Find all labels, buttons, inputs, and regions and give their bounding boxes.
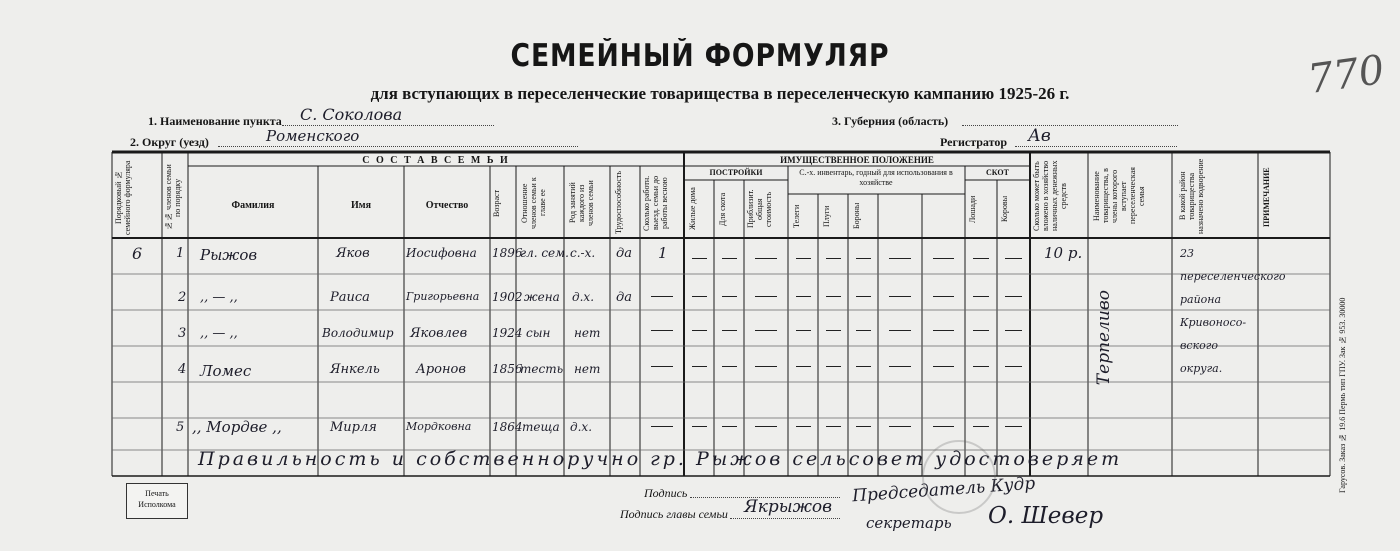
signature-label: Подпись (644, 486, 688, 500)
row3-no: 3 (178, 326, 187, 341)
empty-cell-dash (755, 258, 777, 259)
empty-cell-dash (889, 258, 911, 259)
header-inventory: С.-х. инвентарь, годный для использования в хозяйстве (799, 168, 953, 187)
empty-cell-dash (796, 366, 811, 367)
row1-relation: гл. сем. (520, 246, 569, 260)
empty-cell-dash (651, 366, 673, 367)
empty-cell-dash (973, 258, 989, 259)
empty-cell-dash (933, 366, 955, 367)
col-surname: Фамилия (231, 200, 275, 211)
empty-cell-dash (826, 296, 841, 297)
empty-cell-dash (933, 296, 955, 297)
col-ploughs: Плуги (822, 205, 831, 227)
corner-number: 770 (1305, 46, 1388, 104)
field-settlement-label: 1. Наименование пункта (148, 114, 282, 128)
head-signature: Якрыжов (744, 497, 833, 517)
empty-cell-dash (796, 426, 811, 427)
row3-patronymic: Яковлев (410, 326, 468, 341)
col-carts: Телеги (792, 204, 801, 228)
row5-relation: теща (522, 420, 560, 434)
col-nn: №№ членов семьи по порядку (164, 164, 182, 231)
empty-cell-dash (826, 330, 841, 331)
col-horses: Лошади (968, 195, 977, 223)
row4-no: 4 (178, 362, 187, 377)
col-cows: Коровы (1000, 195, 1009, 223)
col-house: Жилые дома (688, 187, 697, 231)
empty-cell-dash (826, 426, 841, 427)
row4-patronymic: Аронов (416, 362, 466, 377)
row3-age: 1924 (492, 326, 523, 340)
empty-cell-dash (826, 258, 841, 259)
empty-cell-dash (755, 330, 777, 331)
col-patronymic: Отчество (425, 200, 469, 211)
empty-cell-dash (692, 366, 707, 367)
empty-cell-dash (651, 426, 673, 427)
field-district-label: 2. Округ (уезд) (130, 135, 209, 149)
col-value: Приблизит. общая стоимость (746, 189, 773, 229)
col-harrows: Бороны (852, 202, 861, 230)
empty-cell-dash (856, 330, 871, 331)
empty-cell-dash (651, 296, 673, 297)
empty-cell-dash (933, 258, 955, 259)
row3-occupation: нет (574, 326, 601, 340)
row1-occupation: с.-х. (570, 246, 596, 260)
row5-occupation: д.х. (570, 420, 593, 434)
means-value: 10 р. (1044, 244, 1083, 262)
empty-cell-dash (755, 296, 777, 297)
head-signature-label: Подпись главы семьи (620, 507, 728, 521)
empty-cell-dash (856, 426, 871, 427)
empty-cell-dash (973, 330, 989, 331)
empty-cell-dash (755, 366, 777, 367)
row4-occupation: нет (574, 362, 601, 376)
empty-cell-dash (692, 330, 707, 331)
empty-cell-dash (692, 296, 707, 297)
row3-name: Володимир (322, 326, 394, 340)
empty-cell-dash (889, 330, 911, 331)
row5-no: 5 (176, 420, 185, 435)
row2-patronymic: Григорьевна (406, 290, 480, 303)
col-ability: Трудоспособность (614, 170, 623, 234)
col-card: Порядковый № семейного формуляра (114, 160, 132, 235)
row5-surname: ,, Мордве ,, (192, 418, 282, 436)
col-notes: ПРИМЕЧАНИЕ (1262, 167, 1271, 227)
row5-patronymic: Мордковна (406, 420, 472, 433)
row1-age: 1896 (492, 246, 523, 260)
empty-cell-dash (933, 330, 955, 331)
row2-relation: жена (524, 290, 560, 304)
field-district-value: Роменского (266, 127, 360, 145)
row2-age: 1902 (492, 290, 523, 304)
empty-cell-dash (692, 258, 707, 259)
col-partnership: Наименование товарищества, в члены которого вступает переселенческая семья (1092, 167, 1146, 225)
row1-surname: Рыжов (200, 246, 258, 264)
empty-cell-dash (722, 366, 737, 367)
empty-cell-dash (973, 426, 989, 427)
empty-cell-dash (933, 426, 955, 427)
empty-cell-dash (1005, 258, 1022, 259)
row2-occupation: д.х. (572, 290, 595, 304)
secretary-title: секретарь (866, 514, 952, 532)
empty-cell-dash (826, 366, 841, 367)
header-property-group: ИМУЩЕСТВЕННОЕ ПОЛОЖЕНИЕ (780, 155, 934, 165)
empty-cell-dash (796, 330, 811, 331)
row5-name: Мирля (330, 420, 377, 435)
field-province-label: 3. Губерния (область) (832, 114, 949, 128)
row4-surname: Ломес (200, 362, 252, 380)
col-means: Сколько может быть вложено в хозяйство наличных денежных средств (1032, 160, 1068, 232)
side-print: Гарусов. Заказ № 19.6 Пермь тип ГПУ. Зак № 953. 30000 (1338, 297, 1347, 493)
empty-cell-dash (796, 258, 811, 259)
chairman-signature: Председатель Кудр (851, 473, 1036, 507)
empty-cell-dash (1005, 296, 1022, 297)
row2-surname: ,, — ,, (200, 290, 238, 305)
empty-cell-dash (722, 330, 737, 331)
empty-cell-dash (1005, 426, 1022, 427)
row2-ability: да (616, 290, 632, 305)
row1-no: 1 (176, 246, 185, 261)
region-value: 23 переселенческого района Кривоносо- вского округа. (1180, 247, 1286, 375)
empty-cell-dash (651, 330, 673, 331)
row1-patronymic: Иосифовна (406, 246, 477, 260)
header-buildings: ПОСТРОЙКИ (709, 168, 763, 177)
empty-cell-dash (722, 258, 737, 259)
col-worked: Сколько работн. выезд. семьи до работы весною (642, 175, 669, 231)
empty-cell-dash (889, 366, 911, 367)
col-name: Имя (351, 200, 371, 211)
col-occupation: Род занятий каждого из членов семьи (568, 180, 595, 226)
row1-name: Яков (336, 246, 370, 261)
round-seal (922, 440, 996, 514)
row2-name: Раиса (330, 290, 370, 305)
empty-cell-dash (722, 296, 737, 297)
empty-cell-dash (755, 426, 777, 427)
row1-card: 6 (132, 244, 143, 263)
empty-cell-dash (973, 366, 989, 367)
empty-cell-dash (692, 426, 707, 427)
row2-no: 2 (178, 290, 187, 305)
col-age: Возраст (492, 189, 501, 217)
header-family-group: С О С Т А В С Е М Ь И (362, 155, 510, 166)
col-relation: Отношение членов семьи к главе ее (520, 177, 547, 229)
row5-age: 1864 (492, 420, 523, 434)
row4-age: 1856 (492, 362, 523, 376)
certification-text: Правильность и собственноручно гр. Рыжов сельсовет удостоверяет (198, 448, 1123, 470)
row4-relation: тесть (520, 362, 564, 376)
empty-cell-dash (796, 296, 811, 297)
empty-cell-dash (856, 296, 871, 297)
empty-cell-dash (722, 426, 737, 427)
empty-cell-dash (856, 258, 871, 259)
form-subtitle: для вступающих в переселенческие товарищества в переселенческую кампанию 1925-26 г. (370, 84, 1070, 103)
field-settlement-value: С. Соколова (300, 105, 403, 124)
empty-cell-dash (856, 366, 871, 367)
row3-relation: сын (526, 326, 551, 340)
stamp-box: Печать Исполкома (126, 483, 188, 519)
partnership-value: Терпеливо (1094, 290, 1114, 386)
col-barn: Для скота (718, 192, 727, 226)
empty-cell-dash (1005, 366, 1022, 367)
row4-name: Янкель (330, 362, 380, 377)
row1-worked: 1 (658, 244, 668, 262)
col-region: В какой район товарищества назначено водворение (1178, 158, 1205, 234)
row3-surname: ,, — ,, (200, 326, 238, 341)
form-title: СЕМЕЙНЫЙ ФОРМУЛЯР (510, 38, 890, 74)
header-livestock: СКОТ (986, 168, 1009, 177)
registrar-value: Ав (1028, 126, 1051, 146)
empty-cell-dash (1005, 330, 1022, 331)
secretary-signature: О. Шевер (988, 503, 1104, 529)
registrar-label: Регистратор (940, 135, 1008, 149)
empty-cell-dash (889, 296, 911, 297)
empty-cell-dash (889, 426, 911, 427)
head-signature-line (730, 518, 840, 519)
row1-ability: да (616, 246, 632, 261)
empty-cell-dash (973, 296, 989, 297)
